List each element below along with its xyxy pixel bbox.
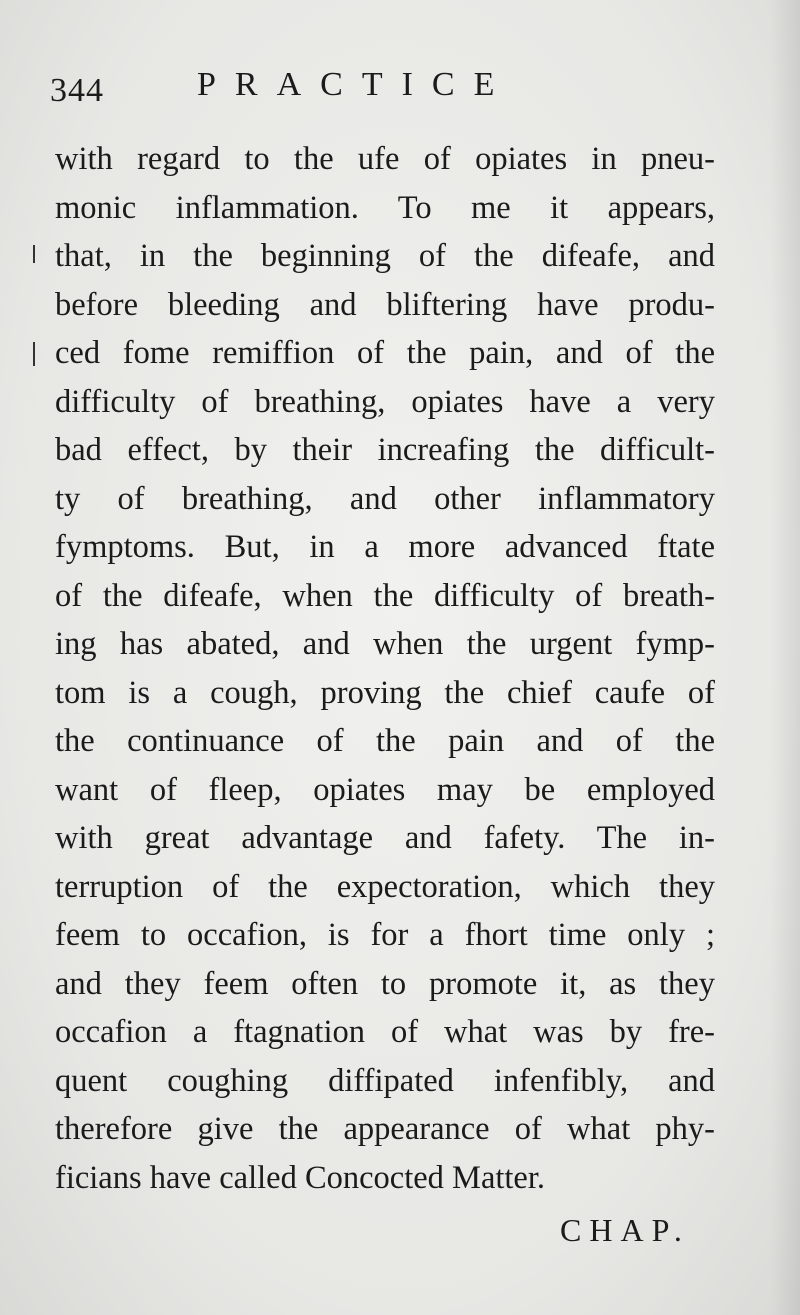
text-line: fymptoms. But, in a more advanced ftate xyxy=(55,529,715,565)
text-line: occafion a ftagnation of what was by fre- xyxy=(55,1014,715,1050)
text-line: difficulty of breathing, opiates have a very xyxy=(55,383,715,420)
text-line: with regard to the ufe of opiates in pneu- xyxy=(55,141,715,177)
text-line: want of fleep, opiates may be employed xyxy=(55,771,715,808)
body-text xyxy=(55,135,715,1202)
text-line: therefore give the appearance of what phy- xyxy=(55,1111,715,1147)
page-number: 344 xyxy=(50,72,104,109)
text-line: ty of breathing, and other inflammatory xyxy=(55,480,715,517)
text-line: the continuance of the pain and of the xyxy=(55,723,715,759)
running-head: PRACTICE xyxy=(197,66,514,103)
margin-mark xyxy=(33,342,35,366)
text-line: and they feem often to promote it, as they xyxy=(55,965,715,1002)
text-line: monic inflammation. To me it appears, xyxy=(55,189,715,226)
text-line: bad effect, by their increafing the difficult- xyxy=(55,432,715,468)
text-line: before bleeding and bliftering have produ- xyxy=(55,286,715,323)
text-line: that, in the beginning of the difeafe, and xyxy=(55,238,715,274)
text-line: ing has abated, and when the urgent fymp- xyxy=(55,626,715,662)
page-edge-shadow xyxy=(770,0,800,1315)
text-line: with great advantage and fafety. The in- xyxy=(55,820,715,856)
text-line: tom is a cough, proving the chief caufe of xyxy=(55,674,715,711)
margin-mark xyxy=(33,245,35,263)
catchword: CHAP. xyxy=(560,1212,690,1248)
text-line: terruption of the expectoration, which they xyxy=(55,868,715,905)
text-line: feem to occafion, is for a fhort time only ; xyxy=(55,917,715,953)
text-line: ficians have called Concocted Matter. xyxy=(55,1159,546,1196)
text-line: quent coughing diffipated infenfibly, and xyxy=(55,1062,715,1099)
text-line: ced fome remiffion of the pain, and of the xyxy=(55,335,715,371)
text-line: of the difeafe, when the difficulty of breath- xyxy=(55,577,715,614)
